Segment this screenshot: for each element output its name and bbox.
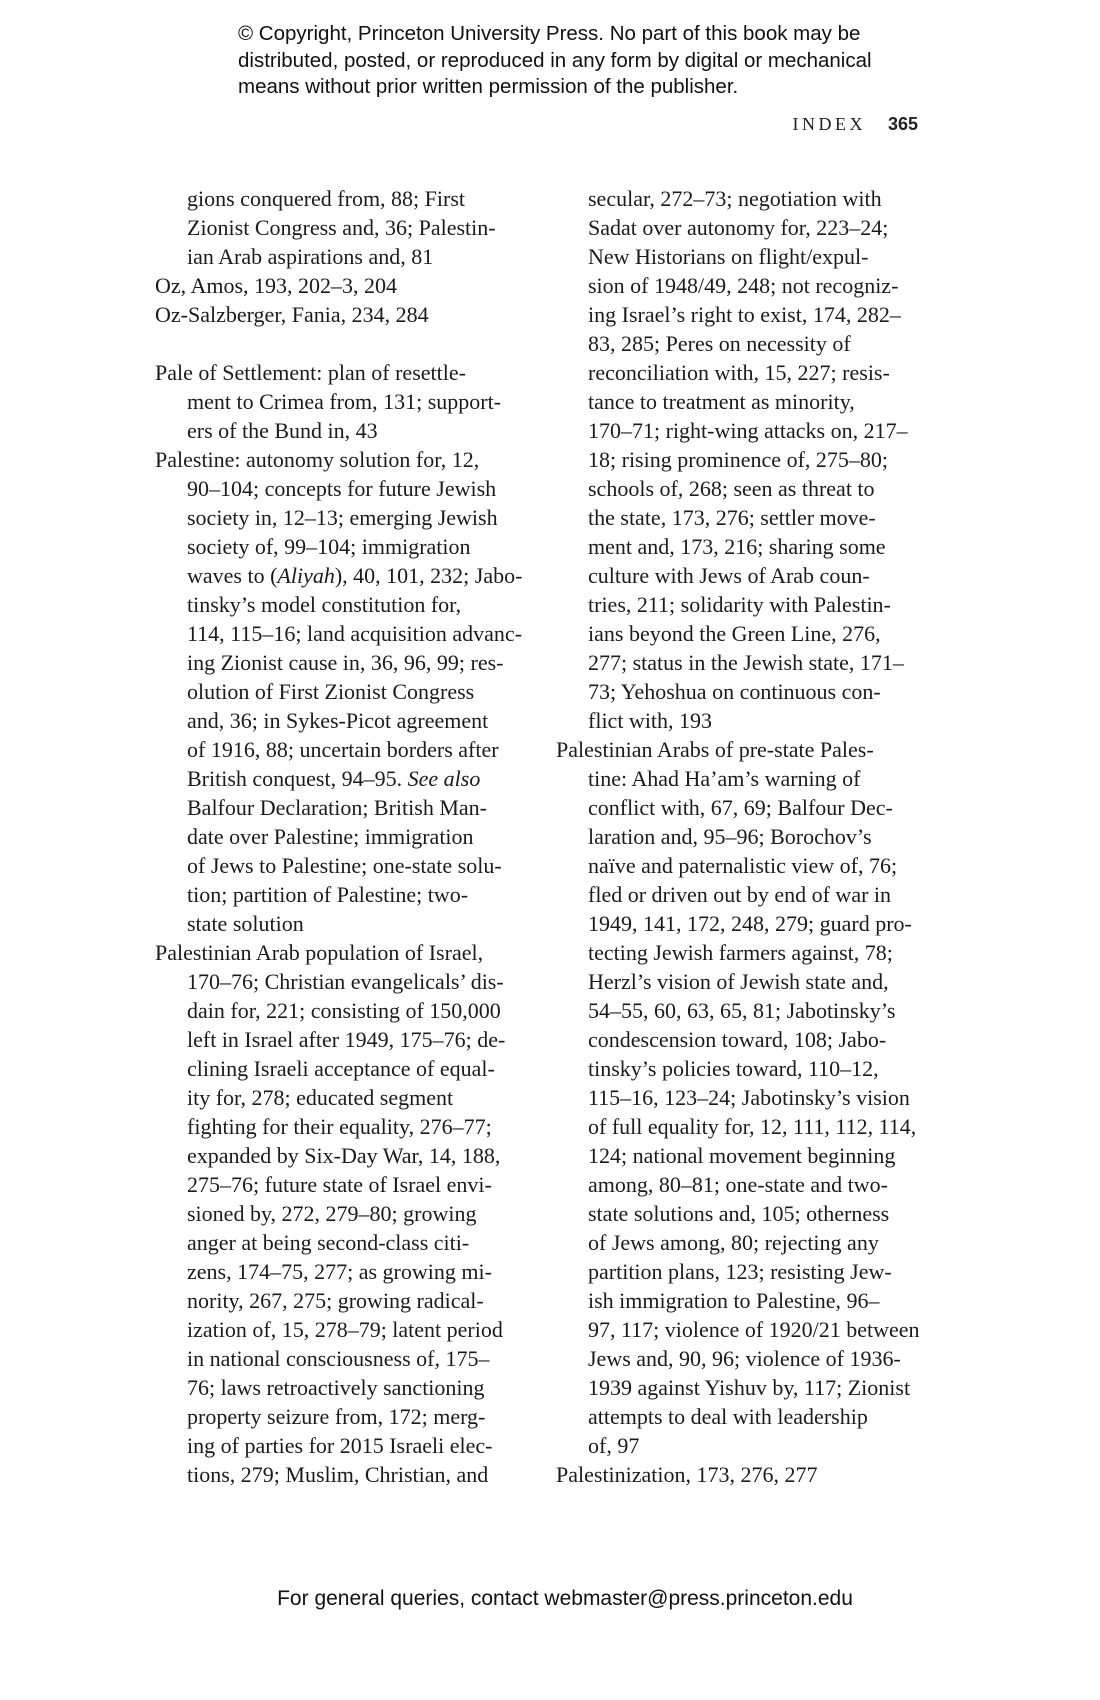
copyright-line: distributed, posted, or reproduced in any form by digital or mechanical — [238, 48, 872, 72]
entry-line: British conquest, 94–95. See also — [187, 766, 481, 791]
entry-line: tions, 279; Muslim, Christian, and — [187, 1462, 489, 1487]
entry-line: schools of, 268; seen as threat to — [588, 476, 875, 501]
entry-line: society in, 12–13; emerging Jewish — [187, 505, 498, 530]
letter-gap — [155, 329, 530, 358]
index-entry — [556, 1460, 931, 1489]
index-column-left — [155, 184, 530, 1489]
entry-line: left in Israel after 1949, 175–76; de- — [187, 1027, 506, 1052]
index-entry — [556, 735, 931, 1460]
entry-line: Oz, Amos, 193, 202–3, 204 — [155, 273, 397, 298]
entry-line: Sadat over autonomy for, 223–24; — [588, 215, 889, 240]
entry-line: Palestinian Arab population of Israel, — [155, 940, 484, 965]
entry-line: conflict with, 67, 69; Balfour Dec- — [588, 795, 893, 820]
copyright-notice — [238, 21, 958, 101]
entry-line: of full equality for, 12, 111, 112, 114, — [588, 1114, 917, 1139]
page-number: 365 — [887, 114, 918, 134]
footer-contact — [0, 1587, 1100, 1611]
entry-line: 277; status in the Jewish state, 171– — [588, 650, 904, 675]
entry-line: partition plans, 123; resisting Jew- — [588, 1259, 892, 1284]
entry-line: gions conquered from, 88; First — [187, 186, 466, 211]
entry-line: fled or driven out by end of war in — [588, 882, 892, 907]
index-entry — [155, 271, 530, 300]
entry-line: state solution — [187, 911, 304, 936]
entry-line: secular, 272–73; negotiation with — [588, 186, 882, 211]
entry-line: olution of First Zionist Congress — [187, 679, 475, 704]
entry-line: tine: Ahad Ha’am’s warning of — [588, 766, 861, 791]
entry-line: 83, 285; Peres on necessity of — [588, 331, 851, 356]
entry-line: property seizure from, 172; merg- — [187, 1404, 486, 1429]
entry-line: tance to treatment as minority, — [588, 389, 855, 414]
entry-line: Oz-Salzberger, Fania, 234, 284 — [155, 302, 429, 327]
entry-line: sioned by, 272, 279–80; growing — [187, 1201, 477, 1226]
section-title: INDEX — [792, 114, 866, 134]
entry-line: of, 97 — [588, 1433, 640, 1458]
index-column-right — [556, 184, 931, 1489]
entry-line: among, 80–81; one-state and two- — [588, 1172, 888, 1197]
entry-line: tion; partition of Palestine; two- — [187, 882, 469, 907]
entry-line: nority, 267, 275; growing radical- — [187, 1288, 484, 1313]
entry-line: ization of, 15, 278–79; latent period — [187, 1317, 503, 1342]
entry-line: Jews and, 90, 96; violence of 1936- — [588, 1346, 901, 1371]
entry-line: 97, 117; violence of 1920/21 between — [588, 1317, 920, 1342]
entry-line: zens, 174–75, 277; as growing mi- — [187, 1259, 492, 1284]
entry-line: sion of 1948/49, 248; not recogniz- — [588, 273, 899, 298]
entry-line: Balfour Declaration; British Man- — [187, 795, 487, 820]
entry-line: naïve and paternalistic view of, 76; — [588, 853, 898, 878]
entry-line: 114, 115–16; land acquisition advanc- — [187, 621, 523, 646]
entry-line: Palestinian Arabs of pre-state Pales- — [556, 737, 874, 762]
entry-line: clining Israeli acceptance of equal- — [187, 1056, 495, 1081]
entry-line: ers of the Bund in, 43 — [187, 418, 378, 443]
entry-line: ian Arab aspirations and, 81 — [187, 244, 434, 269]
entry-line: 90–104; concepts for future Jewish — [187, 476, 497, 501]
entry-line: 115–16, 123–24; Jabotinsky’s vision — [588, 1085, 910, 1110]
entry-line: dain for, 221; consisting of 150,000 — [187, 998, 501, 1023]
entry-line: 170–71; right-wing attacks on, 217– — [588, 418, 908, 443]
entry-line: 54–55, 60, 63, 65, 81; Jabotinsky’s — [588, 998, 896, 1023]
index-entry — [155, 184, 530, 271]
entry-line: 170–76; Christian evangelicals’ dis- — [187, 969, 504, 994]
entry-line: ity for, 278; educated segment — [187, 1085, 454, 1110]
entry-line: anger at being second-class citi- — [187, 1230, 470, 1255]
footer-text: For general queries, contact webmaster@press.princeton.edu — [277, 1587, 853, 1610]
entry-line: date over Palestine; immigration — [187, 824, 474, 849]
entry-line: and, 36; in Sykes-Picot agreement — [187, 708, 489, 733]
running-header — [792, 114, 918, 135]
copyright-line: © Copyright, Princeton University Press. No part of this book may be — [238, 22, 861, 45]
index-entry — [155, 300, 530, 329]
entry-line: flict with, 193 — [588, 708, 713, 733]
entry-line: Herzl’s vision of Jewish state and, — [588, 969, 889, 994]
entry-line: New Historians on flight/expul- — [588, 244, 869, 269]
entry-line: 1949, 141, 172, 248, 279; guard pro- — [588, 911, 912, 936]
entry-line: 76; laws retroactively sanctioning — [187, 1375, 485, 1400]
entry-line: ish immigration to Palestine, 96– — [588, 1288, 880, 1313]
entry-line: Palestinization, 173, 276, 277 — [556, 1462, 818, 1487]
entry-line: 18; rising prominence of, 275–80; — [588, 447, 889, 472]
entry-line: state solutions and, 105; otherness — [588, 1201, 890, 1226]
entry-line: tinsky’s model constitution for, — [187, 592, 462, 617]
entry-line: 124; national movement beginning — [588, 1143, 896, 1168]
index-entry — [155, 358, 530, 445]
entry-line: Zionist Congress and, 36; Palestin- — [187, 215, 496, 240]
entry-line: Palestine: autonomy solution for, 12, — [155, 447, 480, 472]
entry-line: laration and, 95–96; Borochov’s — [588, 824, 872, 849]
index-entry — [155, 938, 530, 1489]
entry-line: expanded by Six-Day War, 14, 188, — [187, 1143, 501, 1168]
entry-line: 1939 against Yishuv by, 117; Zionist — [588, 1375, 911, 1400]
entry-line: attempts to deal with leadership — [588, 1404, 868, 1429]
copyright-line: means without prior written permission of the publisher. — [238, 75, 739, 98]
entry-line: waves to (Aliyah), 40, 101, 232; Jabo- — [187, 563, 523, 588]
entry-line: tecting Jewish farmers against, 78; — [588, 940, 893, 965]
entry-line: ing Zionist cause in, 36, 96, 99; res- — [187, 650, 504, 675]
entry-line: reconciliation with, 15, 227; resis- — [588, 360, 890, 385]
entry-line: Pale of Settlement: plan of resettle- — [155, 360, 466, 385]
entry-line: ment and, 173, 216; sharing some — [588, 534, 886, 559]
entry-line: fighting for their equality, 276–77; — [187, 1114, 492, 1139]
entry-line: society of, 99–104; immigration — [187, 534, 471, 559]
entry-line: tries, 211; solidarity with Palestin- — [588, 592, 891, 617]
entry-line: ing Israel’s right to exist, 174, 282– — [588, 302, 901, 327]
entry-line: condescension toward, 108; Jabo- — [588, 1027, 887, 1052]
entry-line: in national consciousness of, 175– — [187, 1346, 490, 1371]
entry-line: of Jews among, 80; rejecting any — [588, 1230, 879, 1255]
entry-line: of Jews to Palestine; one-state solu- — [187, 853, 502, 878]
entry-line: culture with Jews of Arab coun- — [588, 563, 870, 588]
index-entry — [556, 184, 931, 735]
entry-line: ing of parties for 2015 Israeli elec- — [187, 1433, 493, 1458]
entry-line: ians beyond the Green Line, 276, — [588, 621, 881, 646]
entry-line: 73; Yehoshua on continuous con- — [588, 679, 881, 704]
entry-line: ment to Crimea from, 131; support- — [187, 389, 502, 414]
index-entry — [155, 445, 530, 938]
entry-line: of 1916, 88; uncertain borders after — [187, 737, 499, 762]
entry-line: tinsky’s policies toward, 110–12, — [588, 1056, 879, 1081]
entry-line: 275–76; future state of Israel envi- — [187, 1172, 492, 1197]
entry-line: the state, 173, 276; settler move- — [588, 505, 876, 530]
